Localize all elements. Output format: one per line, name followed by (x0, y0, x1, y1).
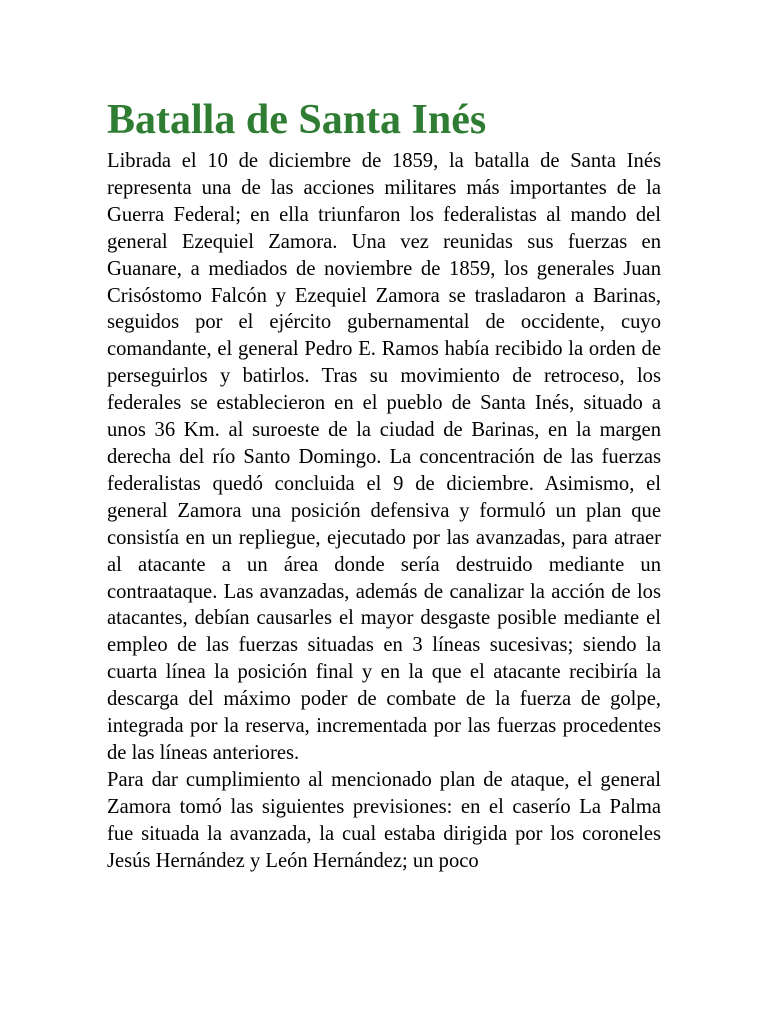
page-title: Batalla de Santa Inés (107, 97, 487, 143)
paragraph: Librada el 10 de diciembre de 1859, la batalla de Santa Inés representa una de las acciones militares más importantes de la Guerra Federal; en ella triunfaron los federalistas al mando del general Ezequiel Zamora. Una vez reunidas sus fuerzas en Guanare, a mediados de noviembre de 1859, los generales Juan Crisóstomo Falcón y Ezequiel Zamora se trasladaron a Barinas, seguidos por el ejército gubernamental de occidente, cuyo comandante, el general Pedro E. Ramos había recibido la orden de perseguirlos y batirlos. Tras su movimiento de retroceso, los federales se establecieron en el pueblo de Santa Inés, situado a unos 36 Km. al suroeste de la ciudad de Barinas, en la margen derecha del río Santo Domingo. La concentración de las fuerzas federalistas quedó concluida el 9 de diciembre. Asimismo, el general Zamora una posición defensiva y formuló un plan que consistía en un repliegue, ejecutado por las avanzadas, para atraer al atacante a un área donde sería destruido mediante un contraataque. Las avanzadas, además de canalizar la acción de los atacantes, debían causarles el mayor desgaste posible mediante el empleo de las fuerzas situadas en 3 líneas sucesivas; siendo la cuarta línea la posición final y en la que el atacante recibiría la descarga del máximo poder de combate de la fuerza de golpe, integrada por la reserva, incrementada por las fuerzas procedentes de las líneas anteriores. (107, 150, 661, 764)
paragraph: Para dar cumplimiento al mencionado plan de ataque, el general Zamora tomó las siguientes previsiones: en el caserío La Palma fue situada la avanzada, la cual estaba dirigida por los coroneles Jesús Hernández y León Hernández; un poco (107, 768, 661, 872)
document-page (107, 92, 661, 874)
